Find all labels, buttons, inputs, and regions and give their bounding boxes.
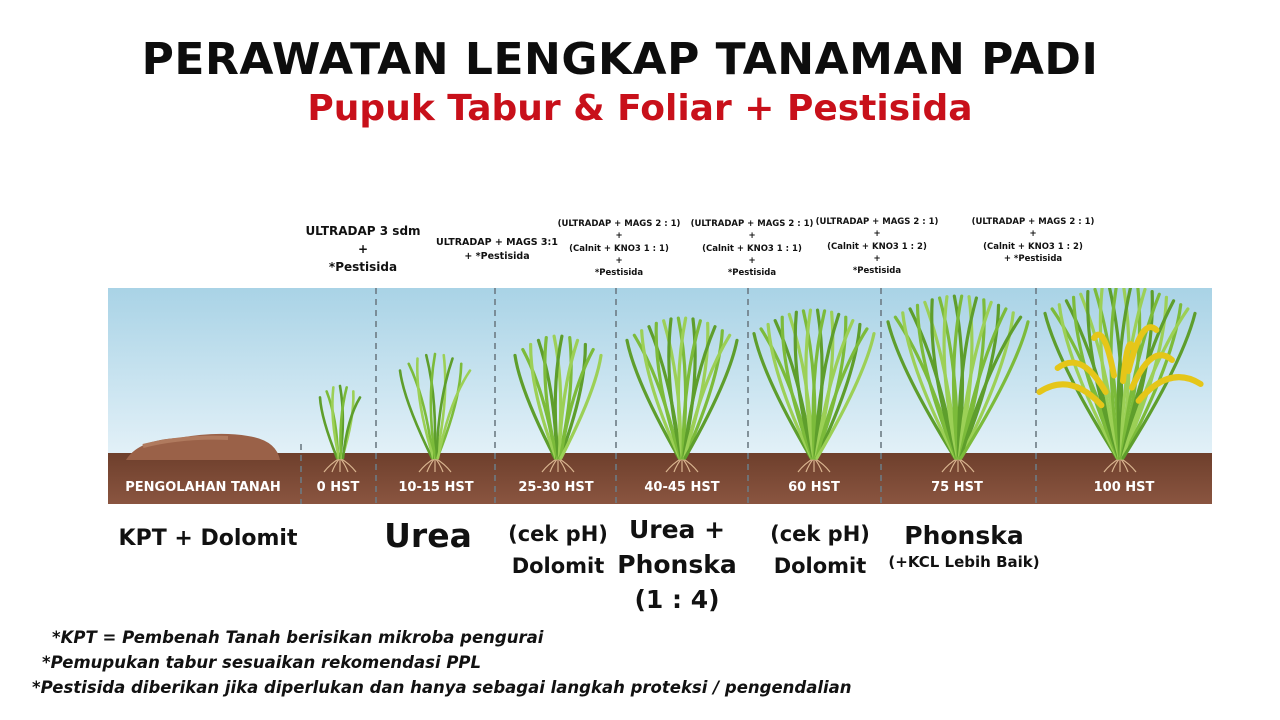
- page-title: PERAWATAN LENGKAP TANAMAN PADI: [141, 34, 1099, 85]
- foliar-40-45hst: [688, 218, 816, 280]
- page-subtitle: Pupuk Tabur & Foliar + Pestisida: [307, 88, 973, 129]
- soil-bg: [108, 453, 1212, 504]
- fertilizer-line: (cek pH): [508, 522, 608, 546]
- foliar-line: + *Pestisida: [464, 250, 530, 262]
- foliar-line: (Calnit + KNO3 1 : 1): [569, 243, 669, 254]
- fertilizer-line: (1 : 4): [634, 585, 720, 614]
- foliar-line: *Pestisida: [328, 260, 398, 274]
- fertilizer-line: Urea +: [628, 515, 726, 544]
- foliar-line: (ULTRADAP + MAGS 2 : 1): [557, 219, 681, 229]
- stage-label: 60 HST: [788, 480, 840, 495]
- fertilizer-urea: Urea: [384, 516, 472, 555]
- foliar-60hst: [814, 216, 940, 278]
- foliar-line: ULTRADAP + MAGS 3:1: [436, 237, 558, 248]
- fertilizer-line: Phonska: [617, 550, 737, 579]
- foliar-line: *Pestisida: [852, 266, 902, 277]
- foliar-line: + *Pestisida: [1003, 253, 1063, 264]
- foliar-line: (ULTRADAP + MAGS 2 : 1): [971, 217, 1095, 227]
- growth-scene: [108, 288, 1212, 504]
- foliar-line: +: [873, 229, 881, 240]
- stage-label: 40-45 HST: [644, 480, 720, 495]
- foliar-line: +: [615, 255, 623, 266]
- fertilizer-line: Phonska: [904, 521, 1024, 550]
- foliar-line: +: [748, 255, 756, 266]
- foliar-line: (ULTRADAP + MAGS 2 : 1): [815, 217, 939, 227]
- foliar-75hst: [970, 216, 1096, 265]
- fertilizer-kpt: KPT + Dolomit: [118, 526, 298, 551]
- foliar-line: (Calnit + KNO3 1 : 1): [702, 243, 802, 254]
- fertilizer-line: (+KCL Lebih Baik): [888, 553, 1040, 571]
- foliar-line: +: [615, 231, 623, 242]
- stage-label: 100 HST: [1093, 480, 1155, 495]
- foliar-line: ULTRADAP 3 sdm: [305, 224, 421, 238]
- footnote-ppl: *Pemupukan tabur sesuaikan rekomendasi PPL: [42, 653, 482, 672]
- footnote-kpt: *KPT = Pembenah Tanah berisikan mikroba pengurai: [52, 628, 544, 647]
- foliar-line: +: [357, 242, 369, 256]
- foliar-line: +: [748, 231, 756, 242]
- foliar-25-30hst: [556, 218, 682, 280]
- fertilizer-dolomit-2: [752, 518, 888, 582]
- foliar-line: *Pestisida: [594, 268, 644, 279]
- fertilizer-urea-phonska: [606, 512, 748, 617]
- fertilizer-line: Dolomit: [773, 554, 867, 578]
- stage-label: 25-30 HST: [518, 480, 594, 495]
- foliar-line: (ULTRADAP + MAGS 2 : 1): [690, 219, 814, 229]
- foliar-line: +: [1029, 229, 1037, 240]
- stage-label: 75 HST: [931, 480, 983, 495]
- footnote-pestisida: *Pestisida diberikan jika diperlukan dan hanya sebagai langkah proteksi / pengendalian: [32, 678, 852, 697]
- foliar-0hst: [300, 222, 426, 276]
- stage-label: PENGOLAHAN TANAH: [125, 480, 281, 495]
- foliar-line: (Calnit + KNO3 1 : 2): [827, 241, 927, 252]
- fertilizer-line: Dolomit: [511, 554, 605, 578]
- foliar-line: (Calnit + KNO3 1 : 2): [983, 241, 1083, 252]
- stage-label: 0 HST: [316, 480, 360, 495]
- foliar-10-15hst: [430, 236, 564, 264]
- foliar-line: +: [873, 253, 881, 264]
- fertilizer-line: (cek pH): [770, 522, 870, 546]
- stage-label: 10-15 HST: [398, 480, 474, 495]
- fertilizer-phonska: [876, 520, 1052, 572]
- foliar-line: *Pestisida: [727, 268, 777, 279]
